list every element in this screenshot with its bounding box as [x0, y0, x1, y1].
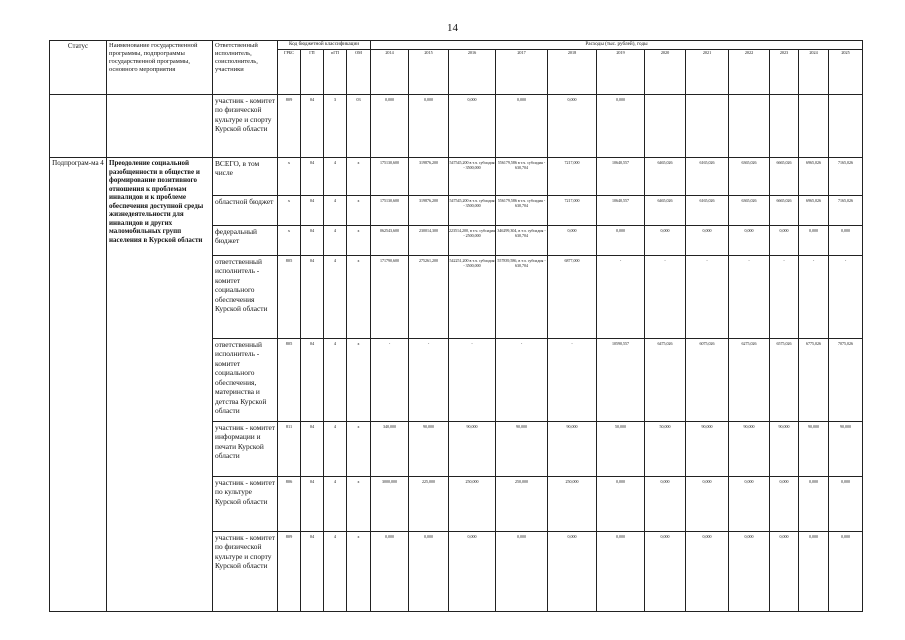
value-cell: 7165,026: [829, 158, 863, 196]
value-cell: 6075,026: [686, 339, 729, 422]
code-cell: 4: [324, 532, 347, 612]
code-cell: 3: [324, 95, 347, 158]
value-cell: 0,000: [496, 532, 548, 612]
code-cell: 4: [324, 158, 347, 196]
value-cell: 0,000: [548, 532, 597, 612]
value-cell: 250,000: [548, 477, 597, 532]
code-cell: 04: [301, 422, 324, 477]
value-cell: 6575,026: [770, 339, 799, 422]
value-cell: 6275,026: [729, 339, 770, 422]
value-cell: -: [409, 339, 449, 422]
table-row: [50, 95, 863, 158]
value-cell: 3000,000: [371, 477, 409, 532]
code-cell: 03: [347, 95, 371, 158]
value-cell: 230014,300: [409, 226, 449, 256]
value-cell: 556179,586 в т.ч. субсидия - 630,704: [496, 158, 548, 196]
code-cell: x: [347, 226, 371, 256]
value-cell: 6965,026: [799, 196, 829, 226]
value-cell: 547545,200 в т.ч. субсидия - 3500,000: [449, 158, 496, 196]
responsible-cell: участник - комитет по физической культуре и спорту Курской области: [213, 95, 278, 158]
value-cell: -: [597, 256, 645, 339]
header-year-2015: 2015: [409, 50, 449, 95]
value-cell: 542251,200 в т.ч. субсидия - 3500,000: [449, 256, 496, 339]
value-cell: 6965,026: [799, 158, 829, 196]
header-year-2024: 2024: [799, 50, 829, 95]
responsible-cell: участник - комитет информации и печати Курской области: [213, 422, 278, 477]
code-cell: x: [347, 196, 371, 226]
value-cell: 0,000: [770, 226, 799, 256]
code-cell: 04: [301, 226, 324, 256]
header-code-грбс: ГРБС: [278, 50, 301, 95]
value-cell: 7165,026: [829, 196, 863, 226]
value-cell: 7217,000: [548, 196, 597, 226]
value-cell: 6165,026: [686, 196, 729, 226]
value-cell: 90,000: [729, 422, 770, 477]
header-year-2016: 2016: [449, 50, 496, 95]
responsible-cell: федеральный бюджет: [213, 226, 278, 256]
value-cell: 0,000: [449, 532, 496, 612]
header-year-2021: 2021: [686, 50, 729, 95]
value-cell: [770, 95, 799, 158]
header-status: Статус: [50, 41, 107, 95]
code-cell: 04: [301, 95, 324, 158]
value-cell: 0,000: [770, 532, 799, 612]
header-year-2020: 2020: [645, 50, 686, 95]
responsible-cell: участник - комитет по культуре Курской области: [213, 477, 278, 532]
value-cell: -: [496, 339, 548, 422]
value-cell: 0,000: [645, 532, 686, 612]
value-cell: 0,000: [371, 95, 409, 158]
value-cell: 6465,026: [645, 158, 686, 196]
header-name: Наименование государственной программы, подпрограммы государственной программы, основного мероприятия: [107, 41, 213, 95]
header-year-2017: 2017: [496, 50, 548, 95]
value-cell: 319876,200: [409, 158, 449, 196]
code-cell: x: [347, 422, 371, 477]
value-cell: 0,000: [597, 477, 645, 532]
value-cell: 175130,600: [371, 158, 409, 196]
value-cell: 556179,586 в т.ч. субсидия - 630,704: [496, 196, 548, 226]
value-cell: 175130,600: [371, 196, 409, 226]
value-cell: 171790,600: [371, 256, 409, 339]
code-cell: 4: [324, 256, 347, 339]
table-row: [50, 158, 863, 196]
header-year-2019: 2019: [597, 50, 645, 95]
header-budget-code: Код бюджетной классификации: [278, 41, 371, 50]
responsible-cell: ВСЕГО, в том числе: [213, 158, 278, 196]
value-cell: 0,000: [829, 532, 863, 612]
header-responsible: Ответственный исполнитель, соисполнитель, участники: [213, 41, 278, 95]
value-cell: -: [829, 256, 863, 339]
value-cell: 10640,557: [597, 196, 645, 226]
value-cell: 0,000: [729, 477, 770, 532]
value-cell: 0,000: [548, 226, 597, 256]
value-cell: 0,000: [686, 477, 729, 532]
value-cell: 0,000: [829, 477, 863, 532]
value-cell: 0,000: [371, 532, 409, 612]
section-status: Подпрограм-ма 4: [50, 158, 107, 612]
responsible-cell: ответственный исполнитель - комитет социального обеспечения Курской области: [213, 256, 278, 339]
responsible-cell: ответственный исполнитель - комитет социального обеспечения, материнства и детства Курской области: [213, 339, 278, 422]
value-cell: -: [686, 256, 729, 339]
value-cell: 6465,026: [645, 196, 686, 226]
value-cell: 0,000: [829, 226, 863, 256]
value-cell: 250,000: [449, 477, 496, 532]
value-cell: 90,000: [799, 422, 829, 477]
header-code-гп: ГП: [301, 50, 324, 95]
value-cell: 6877,000: [548, 256, 597, 339]
code-cell: 4: [324, 477, 347, 532]
value-cell: [729, 95, 770, 158]
value-cell: 223514,200, в т.ч. субсидия - 2500,000: [449, 226, 496, 256]
value-cell: -: [770, 256, 799, 339]
value-cell: -: [371, 339, 409, 422]
value-cell: 275261,200: [409, 256, 449, 339]
value-cell: 7075,026: [829, 339, 863, 422]
header-expenses: Расходы (тыс. рублей), годы: [371, 41, 863, 50]
value-cell: -: [548, 339, 597, 422]
value-cell: 340,000: [371, 422, 409, 477]
value-cell: [799, 95, 829, 158]
header-year-2014: 2014: [371, 50, 409, 95]
code-cell: 4: [324, 339, 347, 422]
value-cell: 90,000: [496, 422, 548, 477]
value-cell: 319876,200: [409, 196, 449, 226]
value-cell: 0,000: [597, 532, 645, 612]
value-cell: 0,000: [548, 95, 597, 158]
value-cell: 0,000: [645, 226, 686, 256]
code-cell: 4: [324, 422, 347, 477]
header-year-2025: 2025: [829, 50, 863, 95]
code-cell: x: [278, 226, 301, 256]
value-cell: 0,000: [409, 532, 449, 612]
code-cell: 4: [324, 196, 347, 226]
value-cell: -: [799, 256, 829, 339]
value-cell: 250,000: [496, 477, 548, 532]
value-cell: 225,000: [409, 477, 449, 532]
code-cell: x: [347, 532, 371, 612]
value-cell: 90,000: [548, 422, 597, 477]
value-cell: 0,000: [729, 226, 770, 256]
code-cell: 04: [301, 196, 324, 226]
value-cell: 346299,304, в т.ч. субсидия - 630,704: [496, 226, 548, 256]
code-cell: 04: [301, 158, 324, 196]
value-cell: 0,000: [409, 95, 449, 158]
value-cell: -: [645, 256, 686, 339]
value-cell: 0,000: [686, 226, 729, 256]
code-cell: 04: [301, 339, 324, 422]
header-year-2022: 2022: [729, 50, 770, 95]
value-cell: 90,000: [409, 422, 449, 477]
responsible-cell: участник - комитет по физической культуре и спорту Курской области: [213, 532, 278, 612]
code-cell: 809: [278, 95, 301, 158]
value-cell: [686, 95, 729, 158]
code-cell: x: [278, 158, 301, 196]
value-cell: 6365,026: [729, 158, 770, 196]
header-code-ом: ОМ: [347, 50, 371, 95]
value-cell: 6475,026: [645, 339, 686, 422]
code-cell: x: [347, 477, 371, 532]
value-cell: 6165,026: [686, 158, 729, 196]
code-cell: 04: [301, 477, 324, 532]
code-cell: 4: [324, 226, 347, 256]
value-cell: 0,000: [597, 226, 645, 256]
code-cell: 806: [278, 477, 301, 532]
code-cell: x: [347, 256, 371, 339]
value-cell: 90,000: [686, 422, 729, 477]
value-cell: -: [449, 339, 496, 422]
value-cell: 0,000: [729, 532, 770, 612]
header-year-2023: 2023: [770, 50, 799, 95]
value-cell: 0,000: [799, 477, 829, 532]
code-cell: 811: [278, 422, 301, 477]
value-cell: 50,000: [597, 422, 645, 477]
value-cell: 547545,200 в т.ч. субсидия - 3500,000: [449, 196, 496, 226]
value-cell: 50,000: [645, 422, 686, 477]
header-year-2018: 2018: [548, 50, 597, 95]
value-cell: 6775,026: [799, 339, 829, 422]
value-cell: 6665,026: [770, 196, 799, 226]
section-name: Преодоление социальной разобщенности в обществе и формирование позитивного отношения к проблемам инвалидов и к проблеме обеспечения доступной среды жизнедеятельности для инвалидов и других маломобильных групп населения в Курской области: [107, 158, 213, 612]
value-cell: 90,000: [829, 422, 863, 477]
code-cell: x: [347, 339, 371, 422]
value-cell: 0,000: [770, 477, 799, 532]
value-cell: 0,000: [449, 95, 496, 158]
value-cell: 557839,586, в т.ч. субсидия - 630,704: [496, 256, 548, 339]
value-cell: 90,000: [770, 422, 799, 477]
value-cell: 10590,557: [597, 339, 645, 422]
value-cell: 6365,026: [729, 196, 770, 226]
code-cell: x: [278, 196, 301, 226]
value-cell: 062543,600: [371, 226, 409, 256]
value-cell: 0,000: [645, 477, 686, 532]
value-cell: 0,000: [496, 95, 548, 158]
value-cell: [645, 95, 686, 158]
value-cell: 90,000: [449, 422, 496, 477]
value-cell: 10640,557: [597, 158, 645, 196]
value-cell: [829, 95, 863, 158]
header-code-пгп: пГП: [324, 50, 347, 95]
page-number: 14: [447, 22, 458, 34]
code-cell: x: [347, 158, 371, 196]
budget-table: [49, 40, 863, 612]
code-cell: 04: [301, 256, 324, 339]
code-cell: 809: [278, 532, 301, 612]
code-cell: 04: [301, 532, 324, 612]
value-cell: 6665,026: [770, 158, 799, 196]
value-cell: 0,000: [799, 532, 829, 612]
value-cell: 7217,000: [548, 158, 597, 196]
code-cell: 805: [278, 339, 301, 422]
code-cell: 805: [278, 256, 301, 339]
value-cell: 0,000: [597, 95, 645, 158]
responsible-cell: областной бюджет: [213, 196, 278, 226]
value-cell: -: [729, 256, 770, 339]
value-cell: 0,000: [686, 532, 729, 612]
value-cell: 0,000: [799, 226, 829, 256]
